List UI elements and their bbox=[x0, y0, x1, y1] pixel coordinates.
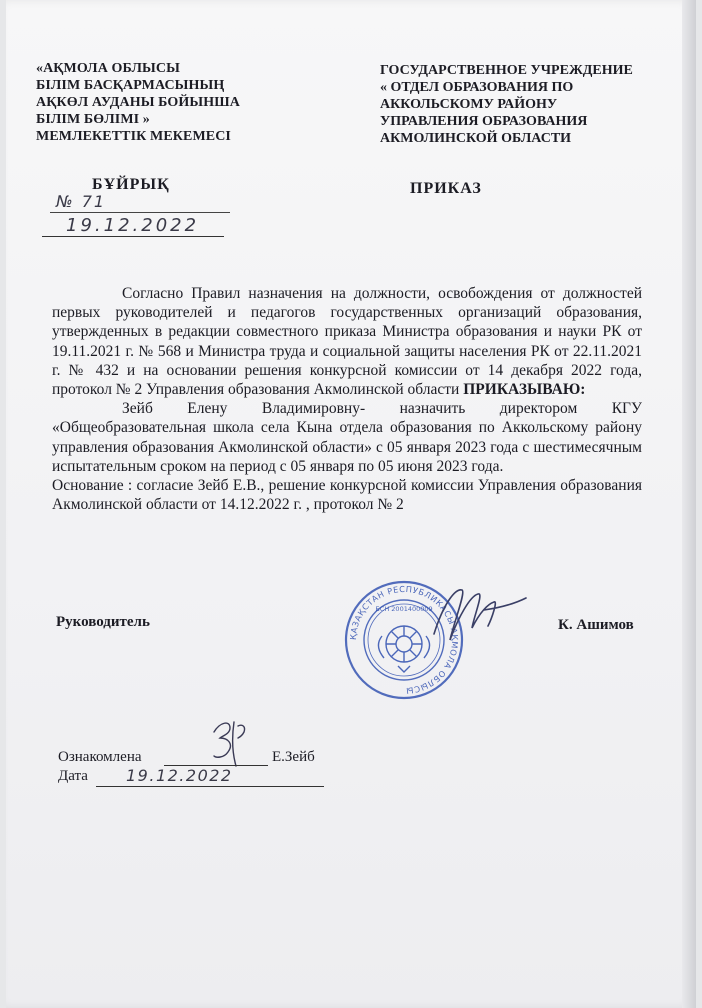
acknowledgement-date-label: Дата bbox=[58, 768, 88, 784]
header-kz-line: АҚКӨЛ АУДАНЫ БОЙЫНША bbox=[36, 95, 240, 110]
document-page bbox=[6, 0, 696, 1008]
header-ru-line: АККОЛЬСКОМУ РАЙОНУ bbox=[380, 97, 558, 112]
header-kz-line: МЕМЛЕКЕТТІК МЕКЕМЕСІ bbox=[36, 129, 231, 144]
acknowledgement-date-value: 19.12.2022 bbox=[126, 766, 233, 785]
header-kz-line: БІЛІМ БАСҚАРМАСЫНЫҢ bbox=[36, 78, 225, 93]
order-date-underline bbox=[42, 236, 224, 237]
signatory-role: Руководитель bbox=[56, 614, 150, 630]
header-ru-line: АКМОЛИНСКОЙ ОБЛАСТИ bbox=[380, 131, 572, 146]
header-kazakh bbox=[36, 60, 240, 145]
order-preamble bbox=[52, 284, 642, 399]
appointment-text: Зейб Елену Владимировну- назначить директором КГУ «Общеобразовательная школа села Кына отдела образования по Аккольскому району управления образования Акмолинской области» с 05 января 2023 года с шестимесячным испытательным сроком на период с 05 января по 05 июня 2023 года. bbox=[52, 400, 642, 475]
header-kz-line: БІЛІМ БӨЛІМІ » bbox=[36, 112, 150, 127]
order-body bbox=[52, 284, 642, 514]
header-russian bbox=[380, 62, 633, 147]
header-ru-line: УПРАВЛЕНИЯ ОБРАЗОВАНИЯ bbox=[380, 114, 588, 129]
header-ru-line: ГОСУДАРСТВЕННОЕ УЧРЕЖДЕНИЕ bbox=[380, 63, 633, 78]
acknowledgement-label: Ознакомлена bbox=[58, 749, 142, 765]
acknowledgement-date-line bbox=[96, 786, 324, 787]
header-ru-line: « ОТДЕЛ ОБРАЗОВАНИЯ ПО bbox=[380, 80, 574, 95]
acknowledgement-name: Е.Зейб bbox=[272, 749, 315, 765]
employee-signature bbox=[204, 712, 254, 772]
basis-text: Основание : согласие Зейб Е.В., решение конкурсной комиссии Управления образования Акмолинской области от 14.12.2022 г. , протокол № 2 bbox=[52, 477, 642, 514]
seal-bin: БСН 2001400009 bbox=[375, 605, 433, 613]
title-russian: ПРИКАЗ bbox=[410, 180, 482, 197]
title-kazakh: БҰЙРЫҚ bbox=[92, 176, 170, 193]
signatory-name: К. Ашимов bbox=[558, 617, 634, 633]
director-signature bbox=[414, 582, 534, 652]
order-number: № 71 bbox=[56, 192, 107, 211]
preamble-text: Согласно Правил назначения на должности, освобождения от должностей первых руководителей и педагогов государственных организаций образования, утвержденных в редакции совместного приказа Министра образования и науки РК от 19.11.2021 г. № 568 и Министра труда и социальной защиты населения РК от 22.11.2021 г. № 432 и на основании решения конкурсной комиссии от 14 декабря 2022 года, протокол № 2 Управления образования Акмолинской области bbox=[52, 285, 642, 399]
seal-outer-text: ҚАЗАҚСТАН РЕСПУБЛИКАСЫ АҚМОЛА ОБЛЫСЫ bbox=[347, 583, 461, 697]
order-date: 19.12.2022 bbox=[66, 215, 200, 236]
header-kz-line: «АҚМОЛА ОБЛЫСЫ bbox=[36, 61, 180, 76]
order-word: ПРИКАЗЫВАЮ: bbox=[463, 381, 586, 399]
order-number-underline bbox=[50, 212, 230, 213]
page-edge-shadow bbox=[682, 0, 696, 1008]
